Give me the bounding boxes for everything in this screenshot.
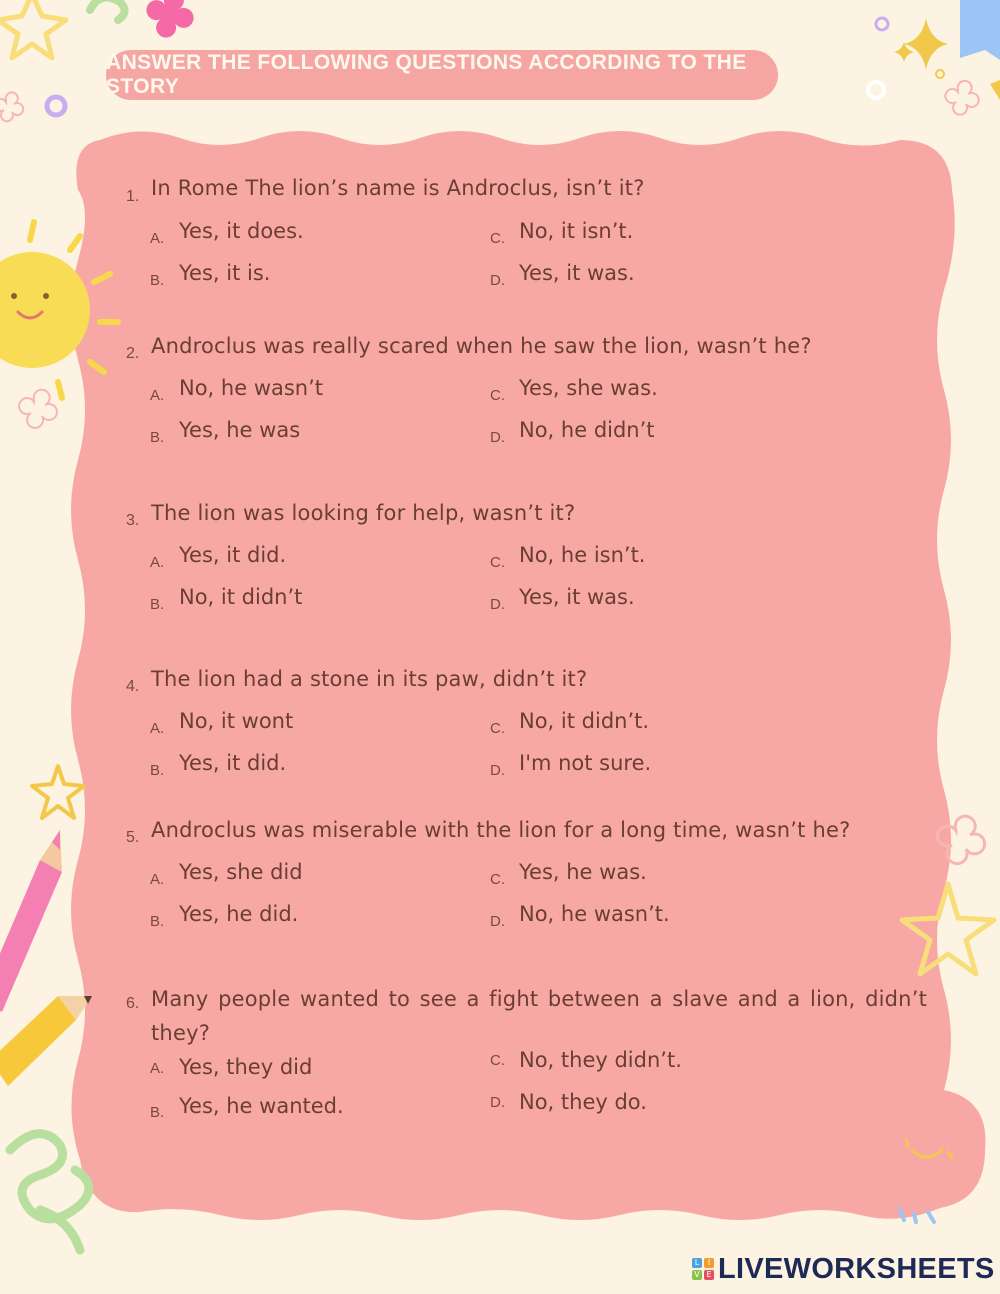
option-letter: A. [150,387,165,404]
dot-icon [876,18,888,30]
star-icon [0,0,66,58]
question-text: Many people wanted to see a fight between a slave and a lion, didn’t they? [151,987,927,1045]
option-c[interactable]: No, they didn’t. [519,1048,682,1072]
pink-pencil-icon [0,830,62,1012]
star-icon [960,0,1000,60]
logo-mark-icon: L I V E [692,1258,714,1280]
option-c[interactable]: Yes, she was. [519,376,658,400]
question-number: 3. [126,512,140,529]
dot-icon [936,70,944,78]
triangle-icon [990,80,1000,100]
option-letter: D. [490,596,505,613]
option-letter: C. [490,230,505,247]
option-d[interactable]: No, he wasn’t. [519,902,670,926]
option-b[interactable]: Yes, he did. [179,902,299,926]
option-d[interactable]: Yes, it was. [519,585,635,609]
question-text: Androclus was really scared when he saw the lion, wasn’t he? [151,334,812,358]
option-b[interactable]: No, it didn’t [179,585,303,609]
question-number: 6. [126,995,140,1012]
question-text: The lion had a stone in its paw, didn’t it? [151,667,588,691]
option-letter: A. [150,871,165,888]
option-letter: D. [490,913,505,930]
option-letter: D. [490,429,505,446]
option-c[interactable]: No, he isn’t. [519,543,646,567]
page-title: ANSWER THE FOLLOWING QUESTIONS ACCORDING TO THE STORY [106,50,778,100]
option-a[interactable]: Yes, it did. [179,543,287,567]
option-letter: C. [490,554,505,571]
ring-icon [47,97,65,115]
question-text: Androclus was miserable with the lion for a long time, wasn’t he? [151,818,851,842]
option-d[interactable]: No, they do. [519,1090,647,1114]
option-letter: C. [490,387,505,404]
flower-outline-icon [945,81,978,115]
option-b[interactable]: Yes, it is. [179,261,271,285]
squiggle-icon [90,0,125,20]
option-letter: D. [490,272,505,289]
option-letter: B. [150,762,165,779]
option-c[interactable]: Yes, he was. [519,860,647,884]
option-c[interactable]: No, it didn’t. [519,709,650,733]
question-number: 1. [126,188,140,205]
liveworksheets-logo[interactable] [692,1252,995,1286]
option-a[interactable]: Yes, it does. [179,219,304,243]
option-letter: A. [150,230,165,247]
option-letter: D. [490,1094,505,1111]
option-letter: B. [150,429,165,446]
question-number: 4. [126,678,140,695]
option-a[interactable]: No, he wasn’t [179,376,324,400]
option-d[interactable]: I'm not sure. [519,751,652,775]
option-letter: B. [150,913,165,930]
option-letter: B. [150,1104,165,1121]
flower-icon [146,0,193,38]
dot-icon [868,82,884,98]
option-b[interactable]: Yes, he was [179,418,301,442]
option-letter: A. [150,1060,165,1077]
option-letter: C. [490,720,505,737]
option-b[interactable]: Yes, he wanted. [179,1094,344,1118]
option-letter: C. [490,871,505,888]
option-letter: A. [150,720,165,737]
option-letter: D. [490,762,505,779]
sparkle-icon [904,18,948,70]
question-text: In Rome The lion’s name is Androclus, isn’t it? [151,176,645,200]
option-d[interactable]: No, he didn’t [519,418,655,442]
option-letter: C. [490,1052,505,1069]
option-a[interactable]: Yes, she did [179,860,303,884]
flower-outline-icon [19,390,57,428]
flower-outline-icon [0,92,23,121]
option-b[interactable]: Yes, it did. [179,751,287,775]
option-letter: A. [150,554,165,571]
option-d[interactable]: Yes, it was. [519,261,635,285]
option-letter: B. [150,596,165,613]
option-letter: B. [150,272,165,289]
squiggle-icon [40,1210,80,1250]
star-icon [32,766,84,818]
option-a[interactable]: No, it wont [179,709,294,733]
option-a[interactable]: Yes, they did [179,1055,313,1079]
option-c[interactable]: No, it isn’t. [519,219,634,243]
question-number: 5. [126,829,140,846]
question-number: 2. [126,345,140,362]
question-text: The lion was looking for help, wasn’t it? [151,501,576,525]
brand-name: LIVEWORKSHEETS [718,1252,995,1285]
